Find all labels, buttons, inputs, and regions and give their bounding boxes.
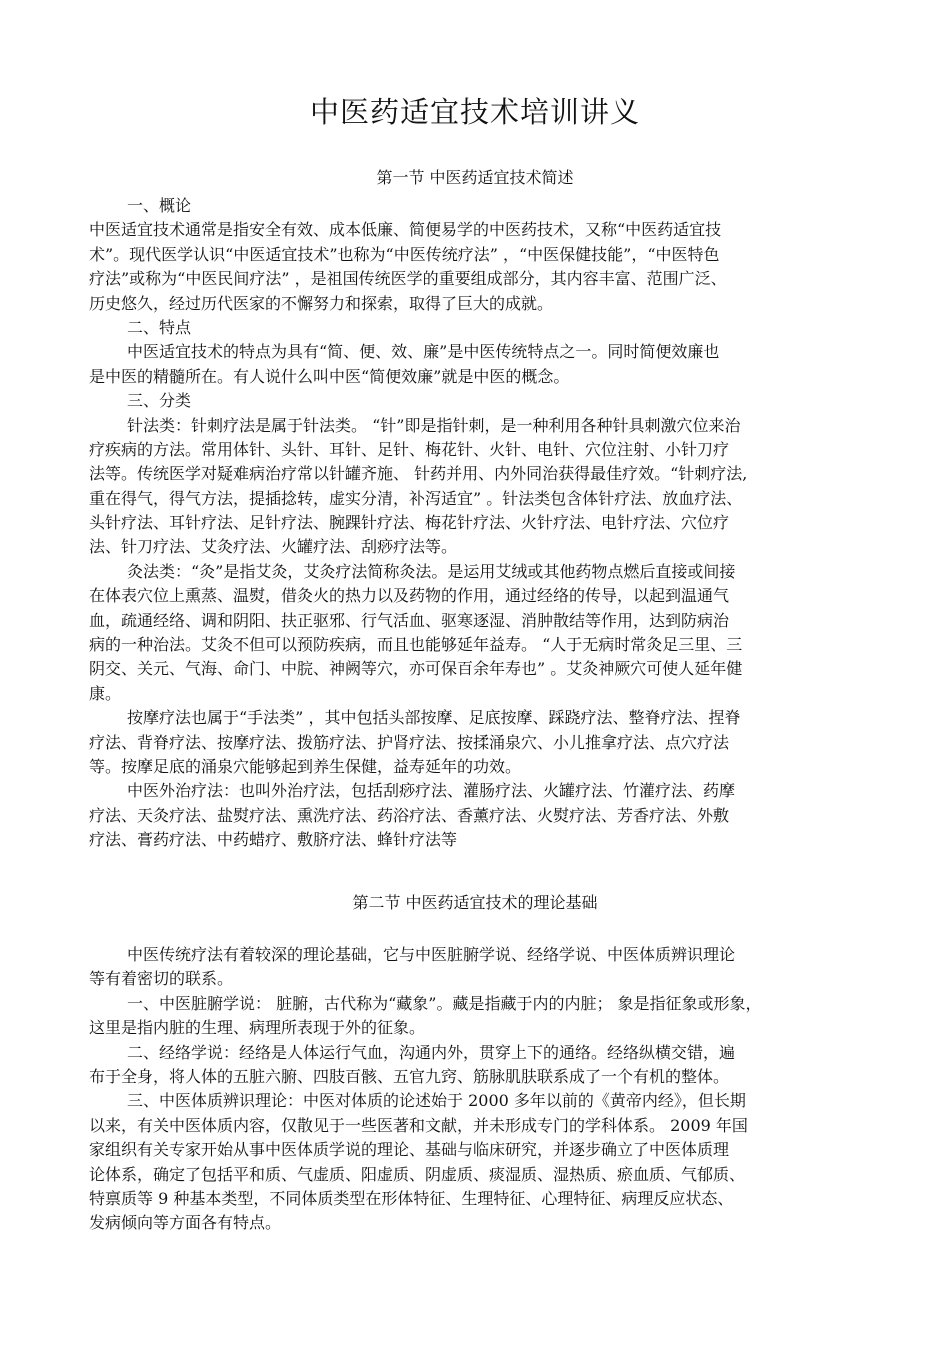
section-2-body bbox=[89, 943, 864, 1236]
text-line: 法、针刀疗法、艾灸疗法、火罐疗法、刮痧疗法等。 bbox=[89, 537, 458, 557]
text-line: 这里是指内脏的生理、病理所表现于外的征象。 bbox=[89, 1018, 426, 1038]
text-line: 疗法、背脊疗法、按摩疗法、拨筋疗法、护肾疗法、按揉涌泉穴、小儿推拿疗法、点穴疗法 bbox=[89, 732, 730, 752]
text-line: 中医外治疗法：也叫外治疗法，包括刮痧疗法、灌肠疗法、火罐疗法、竹灌疗法、药摩 bbox=[127, 781, 736, 801]
text-line: 疗法、天灸疗法、盐熨疗法、熏洗疗法、药浴疗法、香薰疗法、火熨疗法、芳香疗法、外敷 bbox=[89, 805, 730, 825]
text-line: 论体系，确定了包括平和质、气虚质、阳虚质、阴虚质、痰湿质、湿热质、瘀血质、气郁质、 bbox=[89, 1164, 746, 1184]
text-line: 三、分类 bbox=[127, 391, 192, 411]
section-1-body bbox=[89, 194, 864, 853]
text-line: 针法类：针刺疗法是属于针法类。 “针”即是指针刺，是一种利用各种针具刺激穴位来治 bbox=[127, 415, 741, 435]
text-line: 特禀质等 9 种基本类型，不同体质类型在形体特征、生理特征、心理特征、病理反应状态、 bbox=[89, 1188, 734, 1208]
text-line: 一、中医脏腑学说： 脏腑，古代称为“藏象”。藏是指藏于内的内脏； 象是指征象或形象， bbox=[127, 993, 762, 1013]
text-line: 中医适宜技术通常是指安全有效、成本低廉、简便易学的中医药技术，又称“中医药适宜技 bbox=[89, 220, 722, 240]
text-line: 布于全身，将人体的五脏六腑、四肢百骸、五官九窍、筋脉肌肤联系成了一个有机的整体。 bbox=[89, 1066, 730, 1086]
text-line: 以来，有关中医体质内容，仅散见于一些医著和文献，并未形成专门的学科体系。 2009 年国 bbox=[89, 1115, 748, 1135]
text-line: 按摩疗法也属于“手法类” ，其中包括头部按摩、足底按摩、踩跷疗法、整脊疗法、捏脊 bbox=[127, 708, 741, 728]
text-line: 三、中医体质辨识理论：中医对体质的论述始于 2000 多年以前的《黄帝内经》，但长期 bbox=[127, 1091, 746, 1111]
section-2-heading: 第二节 中医药适宜技术的理论基础 bbox=[352, 893, 598, 912]
text-line: 中医适宜技术的特点为具有“简、便、效、廉”是中医传统特点之一。同时简便效廉也 bbox=[127, 342, 720, 362]
text-line: 是中医的精髓所在。有人说什么叫中医“简便效廉”就是中医的概念。 bbox=[89, 366, 570, 386]
text-line: 一、概论 bbox=[127, 196, 192, 215]
text-line: 头针疗法、耳针疗法、足针疗法、腕踝针疗法、梅花针疗法、火针疗法、电针疗法、穴位疗 bbox=[89, 513, 730, 533]
text-line: 灸法类：“灸”是指艾灸，艾灸疗法简称灸法。是运用艾绒或其他药物点燃后直接或间接 bbox=[127, 561, 736, 581]
text-line: 发病倾向等方面各有特点。 bbox=[89, 1213, 282, 1233]
section-1-heading: 第一节 中医药适宜技术简述 bbox=[376, 168, 574, 187]
text-line: 阴交、关元、气海、命门、中脘、神阙等穴，亦可保百余年寿也” 。艾灸神厥穴可使人延年健 bbox=[89, 659, 743, 679]
text-line: 疗法”或称为“中医民间疗法” ，是祖国传统医学的重要组成部分，其内容丰富、范围广泛、 bbox=[89, 269, 727, 289]
text-line: 血，疏通经络、调和阴阳、扶正驱邪、行气活血、驱寒逐湿、消肿散结等作用，达到防病治 bbox=[89, 610, 730, 630]
text-line: 中医传统疗法有着较深的理论基础，它与中医脏腑学说、经络学说、中医体质辨识理论 bbox=[127, 945, 736, 964]
text-line: 二、特点 bbox=[127, 317, 192, 337]
text-line: 术”。现代医学认识“中医适宜技术”也称为“中医传统疗法” ，“中医保健技能”，“中医特色 bbox=[89, 244, 720, 264]
text-line: 等。按摩足底的涌泉穴能够起到养生保健，益寿延年的功效。 bbox=[89, 756, 522, 776]
text-line: 疗疾病的方法。常用体针、头针、耳针、足针、梅花针、火针、电针、穴位注射、小针刀疗 bbox=[89, 439, 730, 459]
document-title: 中医药适宜技术培训讲义 bbox=[309, 95, 640, 129]
text-line: 在体表穴位上熏蒸、温熨，借灸火的热力以及药物的作用，通过经络的传导，以起到温通气 bbox=[89, 586, 730, 606]
text-line: 重在得气，得气方法，提插捻转，虚实分清，补泻适宜” 。针法类包含体针疗法、放血疗法、 bbox=[89, 488, 743, 508]
text-line: 病的一种治法。艾灸不但可以预防疾病，而且也能够延年益寿。 “人于无病时常灸足三里、三 bbox=[89, 635, 743, 655]
text-line: 疗法、膏药疗法、中药蜡疗、敷脐疗法、蜂针疗法等 bbox=[89, 830, 458, 850]
text-line: 法等。传统医学对疑难病治疗常以针罐齐施、 针药并用、内外同治获得最佳疗效。“针刺疗法, bbox=[89, 464, 748, 484]
text-line: 等有着密切的联系。 bbox=[89, 969, 234, 989]
text-line: 二、经络学说：经络是人体运行气血，沟通内外，贯穿上下的通络。经络纵横交错，遍 bbox=[127, 1042, 736, 1062]
text-line: 家组织有关专家开始从事中医体质学说的理论、基础与临床研究，并逐步确立了中医体质理 bbox=[89, 1140, 730, 1160]
text-line: 康。 bbox=[89, 683, 122, 703]
text-line: 历史悠久，经过历代医家的不懈努力和探索，取得了巨大的成就。 bbox=[89, 293, 554, 313]
